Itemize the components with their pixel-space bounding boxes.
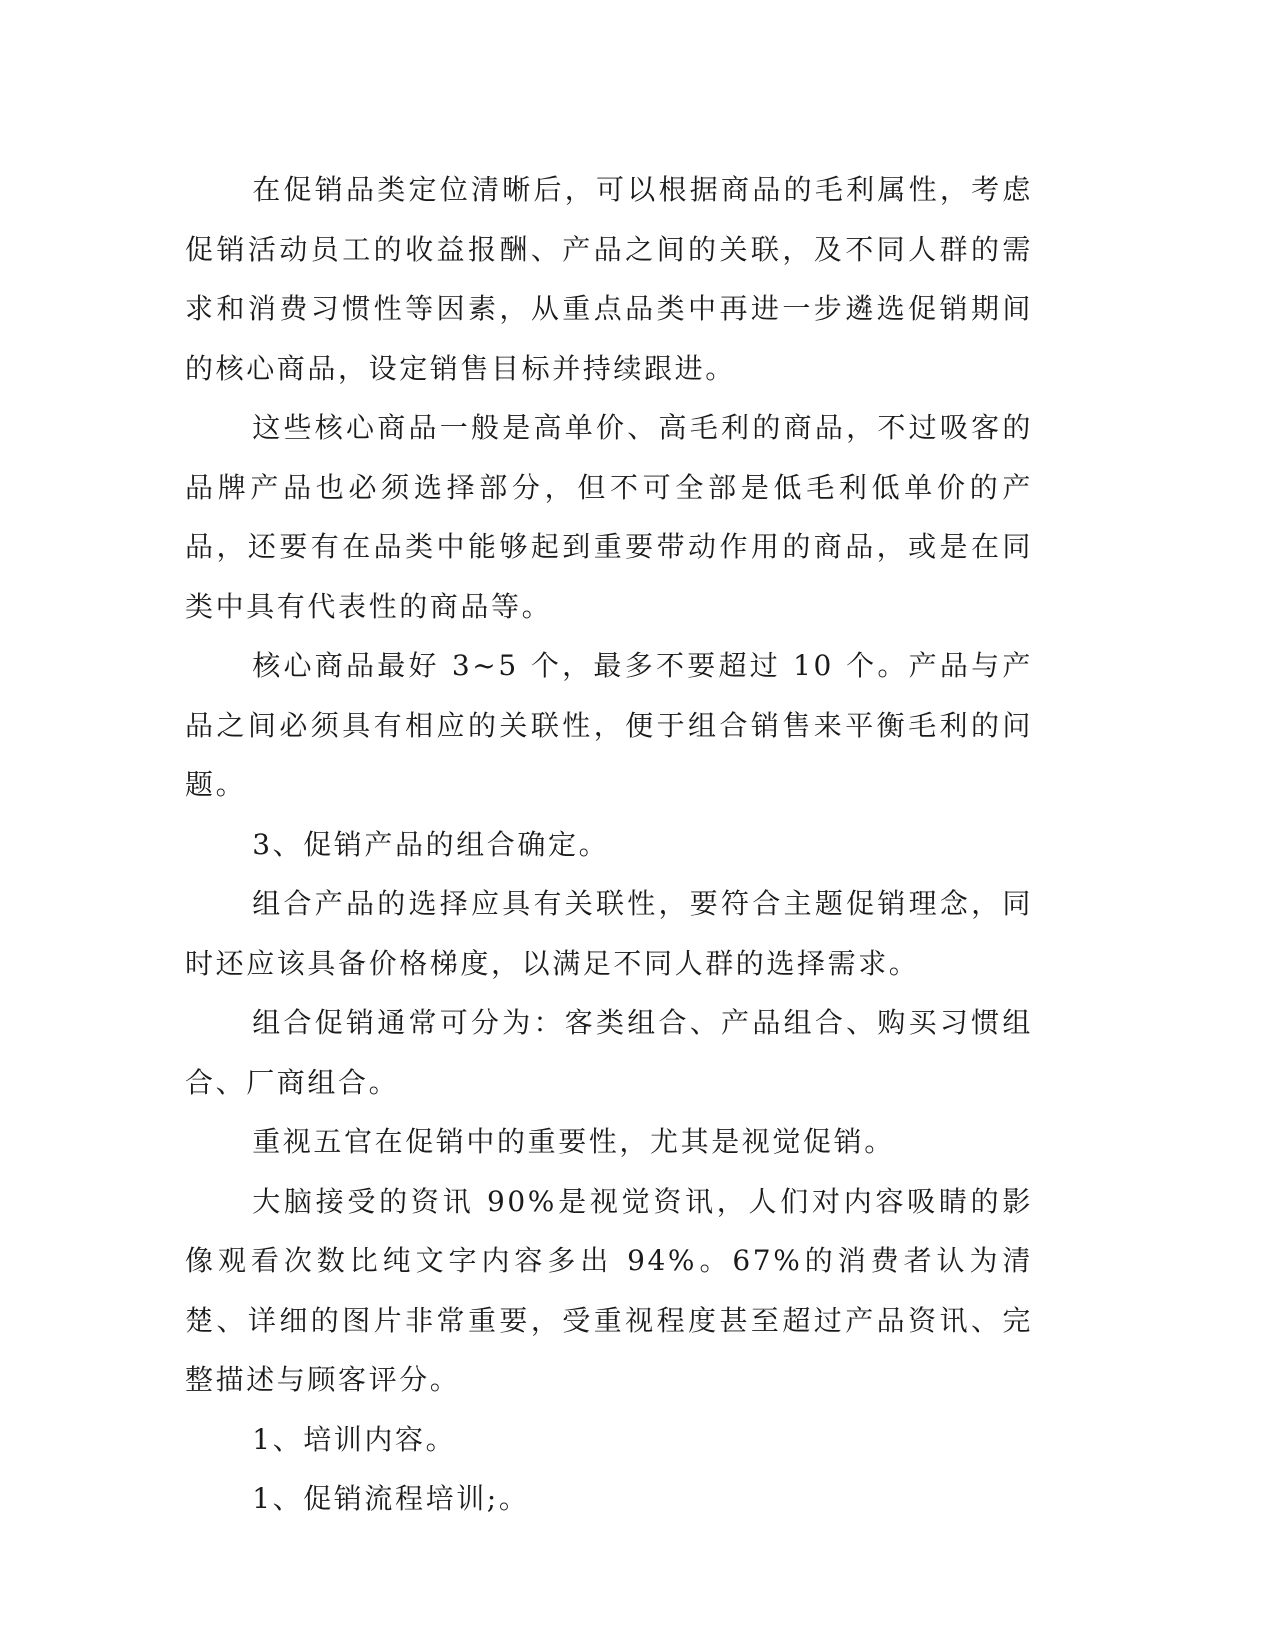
paragraph-6: 组合促销通常可分为：客类组合、产品组合、购买习惯组合、厂商组合。 [185,1006,1033,1099]
paragraph-7: 重视五官在促销中的重要性，尤其是视觉促销。 [252,1125,895,1158]
document-body [185,160,1033,1529]
paragraph-9: 1、培训内容。 [252,1422,457,1456]
paragraph-8: 大脑接受的资讯 90%是视觉资讯，人们对内容吸睛的影像观看次数比纯文字内容多出 94%。67%的消费者认为清楚、详细的图片非常重要，受重视程度甚至超过产品资讯、完整描述与顾客评分。 [185,1184,1033,1396]
paragraph-2: 这些核心商品一般是高单价、高毛利的商品，不过吸客的品牌产品也必须选择部分，但不可全部是低毛利低单价的产品，还要有在品类中能够起到重要带动作用的商品，或是在同类中具有代表性的商品等。 [185,411,1033,623]
paragraph-10: 1、促销流程培训;。 [252,1482,530,1515]
paragraph-1: 在促销品类定位清晰后，可以根据商品的毛利属性，考虑促销活动员工的收益报酬、产品之间的关联，及不同人群的需求和消费习惯性等因素，从重点品类中再进一步遴选促销期间的核心商品，设定销售目标并持续跟进。 [185,173,1033,385]
paragraph-3: 核心商品最好 3~5 个，最多不要超过 10 个。产品与产品之间必须具有相应的关联性，便于组合销售来平衡毛利的问题。 [185,649,1033,801]
paragraph-4: 3、促销产品的组合确定。 [252,827,610,861]
paragraph-5: 组合产品的选择应具有关联性，要符合主题促销理念，同时还应该具备价格梯度，以满足不同人群的选择需求。 [185,887,1033,980]
